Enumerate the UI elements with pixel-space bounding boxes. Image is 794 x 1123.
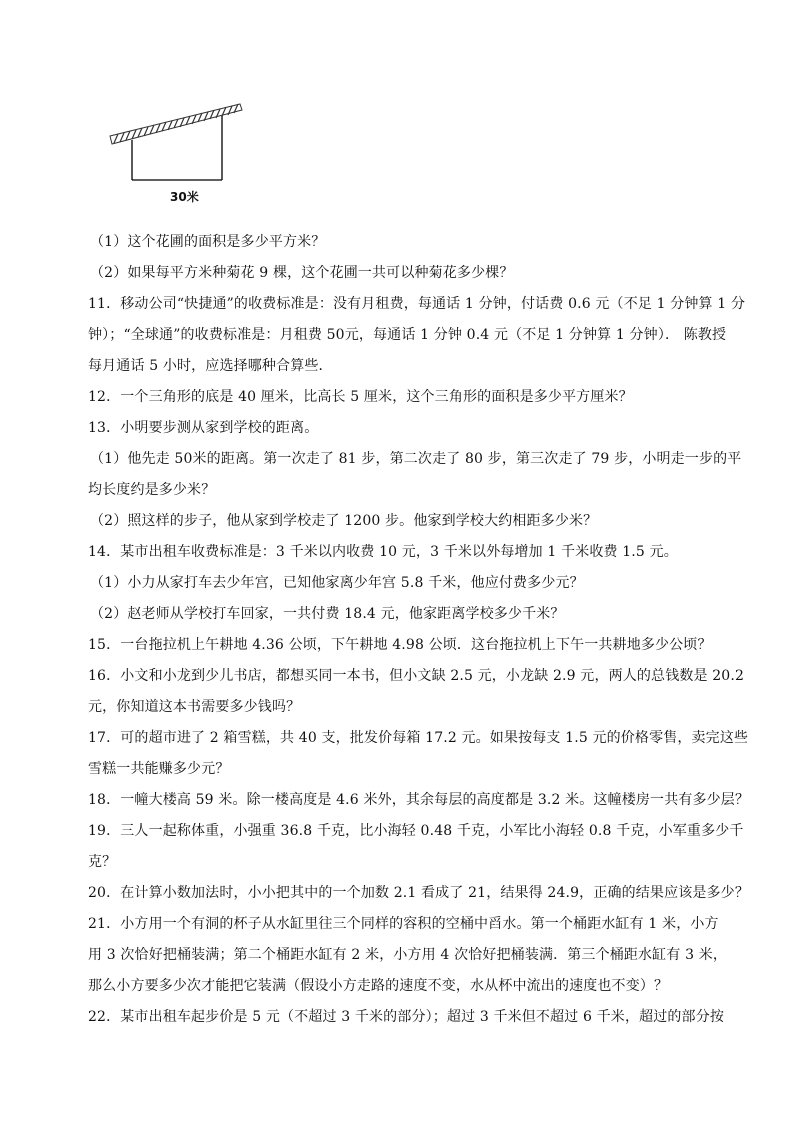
text-line: 雪糕一共能赚多少元？: [88, 761, 230, 777]
text-line: 钟）；“全球通”的收费标准是：月租费 50元，每通话 1 分钟 0.4 元（不足 1 分钟算 1 分钟）． 陈教授: [88, 327, 727, 343]
text-line: （2）赵老师从学校打车回家，一共付费 18.4 元，他家距离学校多少千米？: [90, 606, 565, 622]
text-line: 那么小方要多少次才能把它装满（假设小方走路的速度不变，水从杯中流出的速度也不变）？: [88, 978, 669, 994]
text-line: 均长度约是多少米？: [88, 482, 216, 498]
text-line: 11．移动公司“快捷通”的收费标准是：没有月租费，每通话 1 分钟，付话费 0.6 元（不足 1 分钟算 1 分: [88, 296, 746, 312]
text-line: 克？: [88, 854, 117, 870]
text-line: 21．小方用一个有洞的杯子从水缸里往三个同样的容积的空桶中舀水。第一个桶距水缸有 1 米，小方: [88, 916, 719, 932]
text-line: （1）他先走 50米的距离。第一次走了 81 步，第二次走了 80 步，第三次走了 79 步，小明走一步的平: [90, 451, 742, 467]
text-line: 用 3 次恰好把桶装满；第二个桶距水缸有 2 米，小方用 4 次恰好把桶装满．第三个桶距水缸有 3 米，: [88, 947, 728, 963]
text-line: 13．小明要步测从家到学校的距离。: [88, 420, 319, 436]
text-line: 19．三人一起称体重，小强重 36.8 千克，比小海轻 0.48 千克，小军比小海轻 0.8 千克，小军重多少千: [88, 823, 744, 839]
text-line: （2）如果每平方米种菊花 9 棵，这个花圃一共可以种菊花多少棵？: [90, 265, 514, 281]
text-line: 元，你知道这本书需要多少钱吗？: [88, 699, 301, 715]
trapezoid-drawing: [100, 96, 250, 186]
text-line: 15．一台拖拉机上午耕地 4.36 公顷，下午耕地 4.98 公顷．这台拖拉机上下午一共耕地多少公顷？: [88, 637, 712, 653]
trapezoid-garden-figure: [100, 96, 250, 204]
text-line: 22．某市出租车起步价是 5 元（不超过 3 千米的部分）；超过 3 千米但不超过 6 千米，超过的部分按: [88, 1009, 724, 1025]
text-line: 20．在计算小数加法时，小小把其中的一个加数 2.1 看成了 21，结果得 24.9，正确的结果应该是多少？: [88, 885, 749, 901]
text-line: 16．小文和小龙到少儿书店，都想买同一本书，但小文缺 2.5 元，小龙缺 2.9 元，两人的总钱数是 20.2: [88, 668, 745, 684]
text-line: （2）照这样的步子，他从家到学校走了 1200 步。他家到学校大约相距多少米？: [90, 513, 598, 529]
text-line: （1）这个花圃的面积是多少平方米？: [90, 234, 326, 250]
text-line: 14．某市出租车收费标准是：3 千米以内收费 10 元，3 千米以外每增加 1 千米收费 1.5 元。: [88, 544, 678, 560]
text-line: （1）小力从家打车去少年宫，已知他家离少年宫 5.8 千米，他应付费多少元？: [90, 575, 584, 591]
text-line: 12．一个三角形的底是 40 厘米，比高长 5 厘米，这个三角形的面积是多少平方厘米？: [88, 389, 633, 405]
text-line: 18．一幢大楼高 59 米。除一楼高度是 4.6 米外，其余每层的高度都是 3.2 米。这幢楼房一共有多少层？: [88, 792, 750, 808]
problem-text: [88, 227, 750, 1033]
bottom-length-label: 30米: [170, 190, 199, 204]
text-line: 17．可的超市进了 2 箱雪糕，共 40 支，批发价每箱 17.2 元。如果按每支 1.5 元的价格零售，卖完这些: [88, 730, 749, 746]
text-line: 每月通话 5 小时，应选择哪种合算些．: [88, 358, 333, 374]
